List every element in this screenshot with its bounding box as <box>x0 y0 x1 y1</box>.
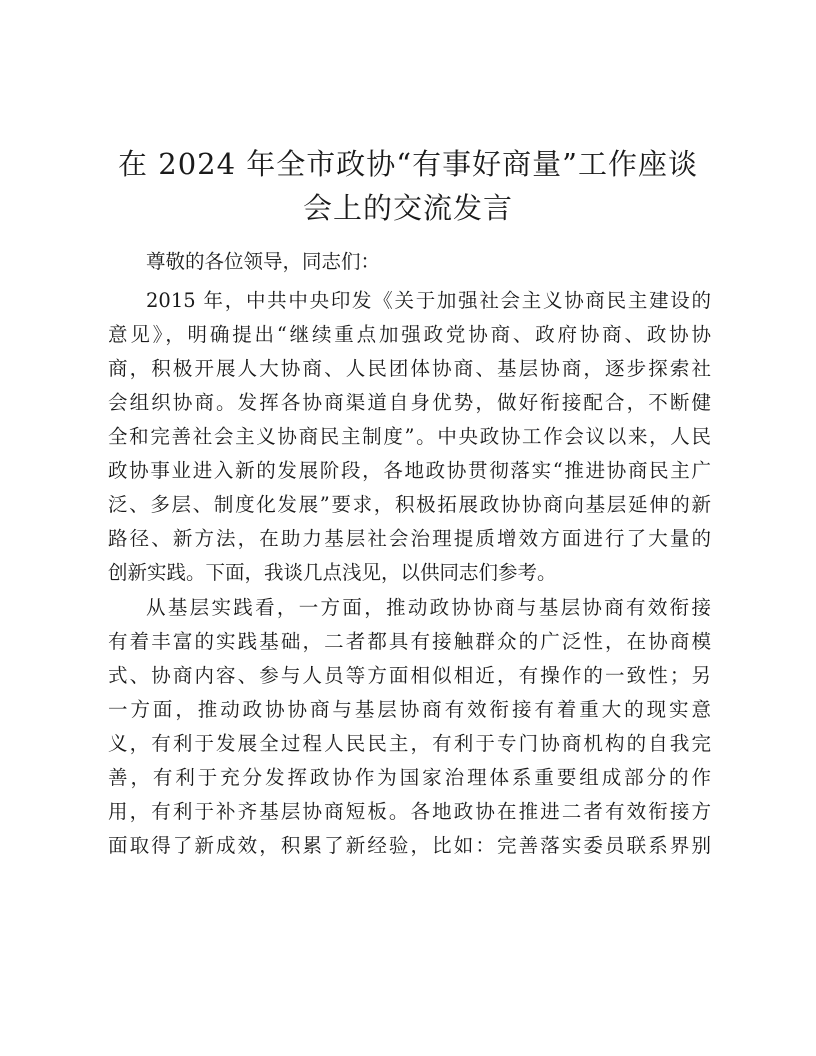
salutation: 尊敬的各位领导，同志们： <box>146 250 381 273</box>
paragraph-2-line: 一方面，推动政协协商与基层协商有效衔接有着重大的现实意 <box>108 698 711 721</box>
paragraph-1-line: 政协事业进入新的发展阶段，各地政协贯彻落实“推进协商民主广 <box>108 459 711 482</box>
paragraph-1-line: 路径、新方法，在助力基层社会治理提质增效方面进行了大量的 <box>108 527 711 550</box>
paragraph-2-line: 义，有利于发展全过程人民民主，有利于专门协商机构的自我完 <box>108 732 711 755</box>
document-title-line-1: 在 2024 年全市政协“有事好商量”工作座谈 <box>118 147 698 181</box>
paragraph-2-line: 善，有利于充分发挥政协作为国家治理体系重要组成部分的作 <box>108 766 711 789</box>
paragraph-1-line: 泛、多层、制度化发展”要求，积极拓展政协协商向基层延伸的新 <box>108 493 711 516</box>
paragraph-1-line: 创新实践。下面，我谈几点浅见，以供同志们参考。 <box>108 561 557 584</box>
paragraph-1-line: 会组织协商。发挥各协商渠道自身优势，做好衔接配合，不断健 <box>108 391 711 414</box>
paragraph-1-line: 商，积极开展人大协商、人民团体协商、基层协商，逐步探索社 <box>108 357 711 380</box>
paragraph-1-line: 意见》，明确提出“继续重点加强政党协商、政府协商、政协协 <box>108 323 711 346</box>
paragraph-2-line: 面取得了新成效，积累了新经验，比如：完善落实委员联系界别 <box>108 834 711 857</box>
paragraph-1-line: 全和完善社会主义协商民主制度”。中央政协工作会议以来，人民 <box>108 425 711 448</box>
paragraph-2-line: 用，有利于补齐基层协商短板。各地政协在推进二者有效衔接方 <box>108 800 711 823</box>
paragraph-1-line: 2015 年，中共中央印发《关于加强社会主义协商民主建设的 <box>146 289 711 312</box>
paragraph-2-line: 式、协商内容、参与人员等方面相似相近，有操作的一致性；另 <box>108 664 711 687</box>
paragraph-2-line: 有着丰富的实践基础，二者都具有接触群众的广泛性，在协商模 <box>108 630 711 653</box>
document-title-line-2: 会上的交流发言 <box>302 191 513 225</box>
paragraph-2-line: 从基层实践看，一方面，推动政协协商与基层协商有效衔接 <box>146 596 711 619</box>
